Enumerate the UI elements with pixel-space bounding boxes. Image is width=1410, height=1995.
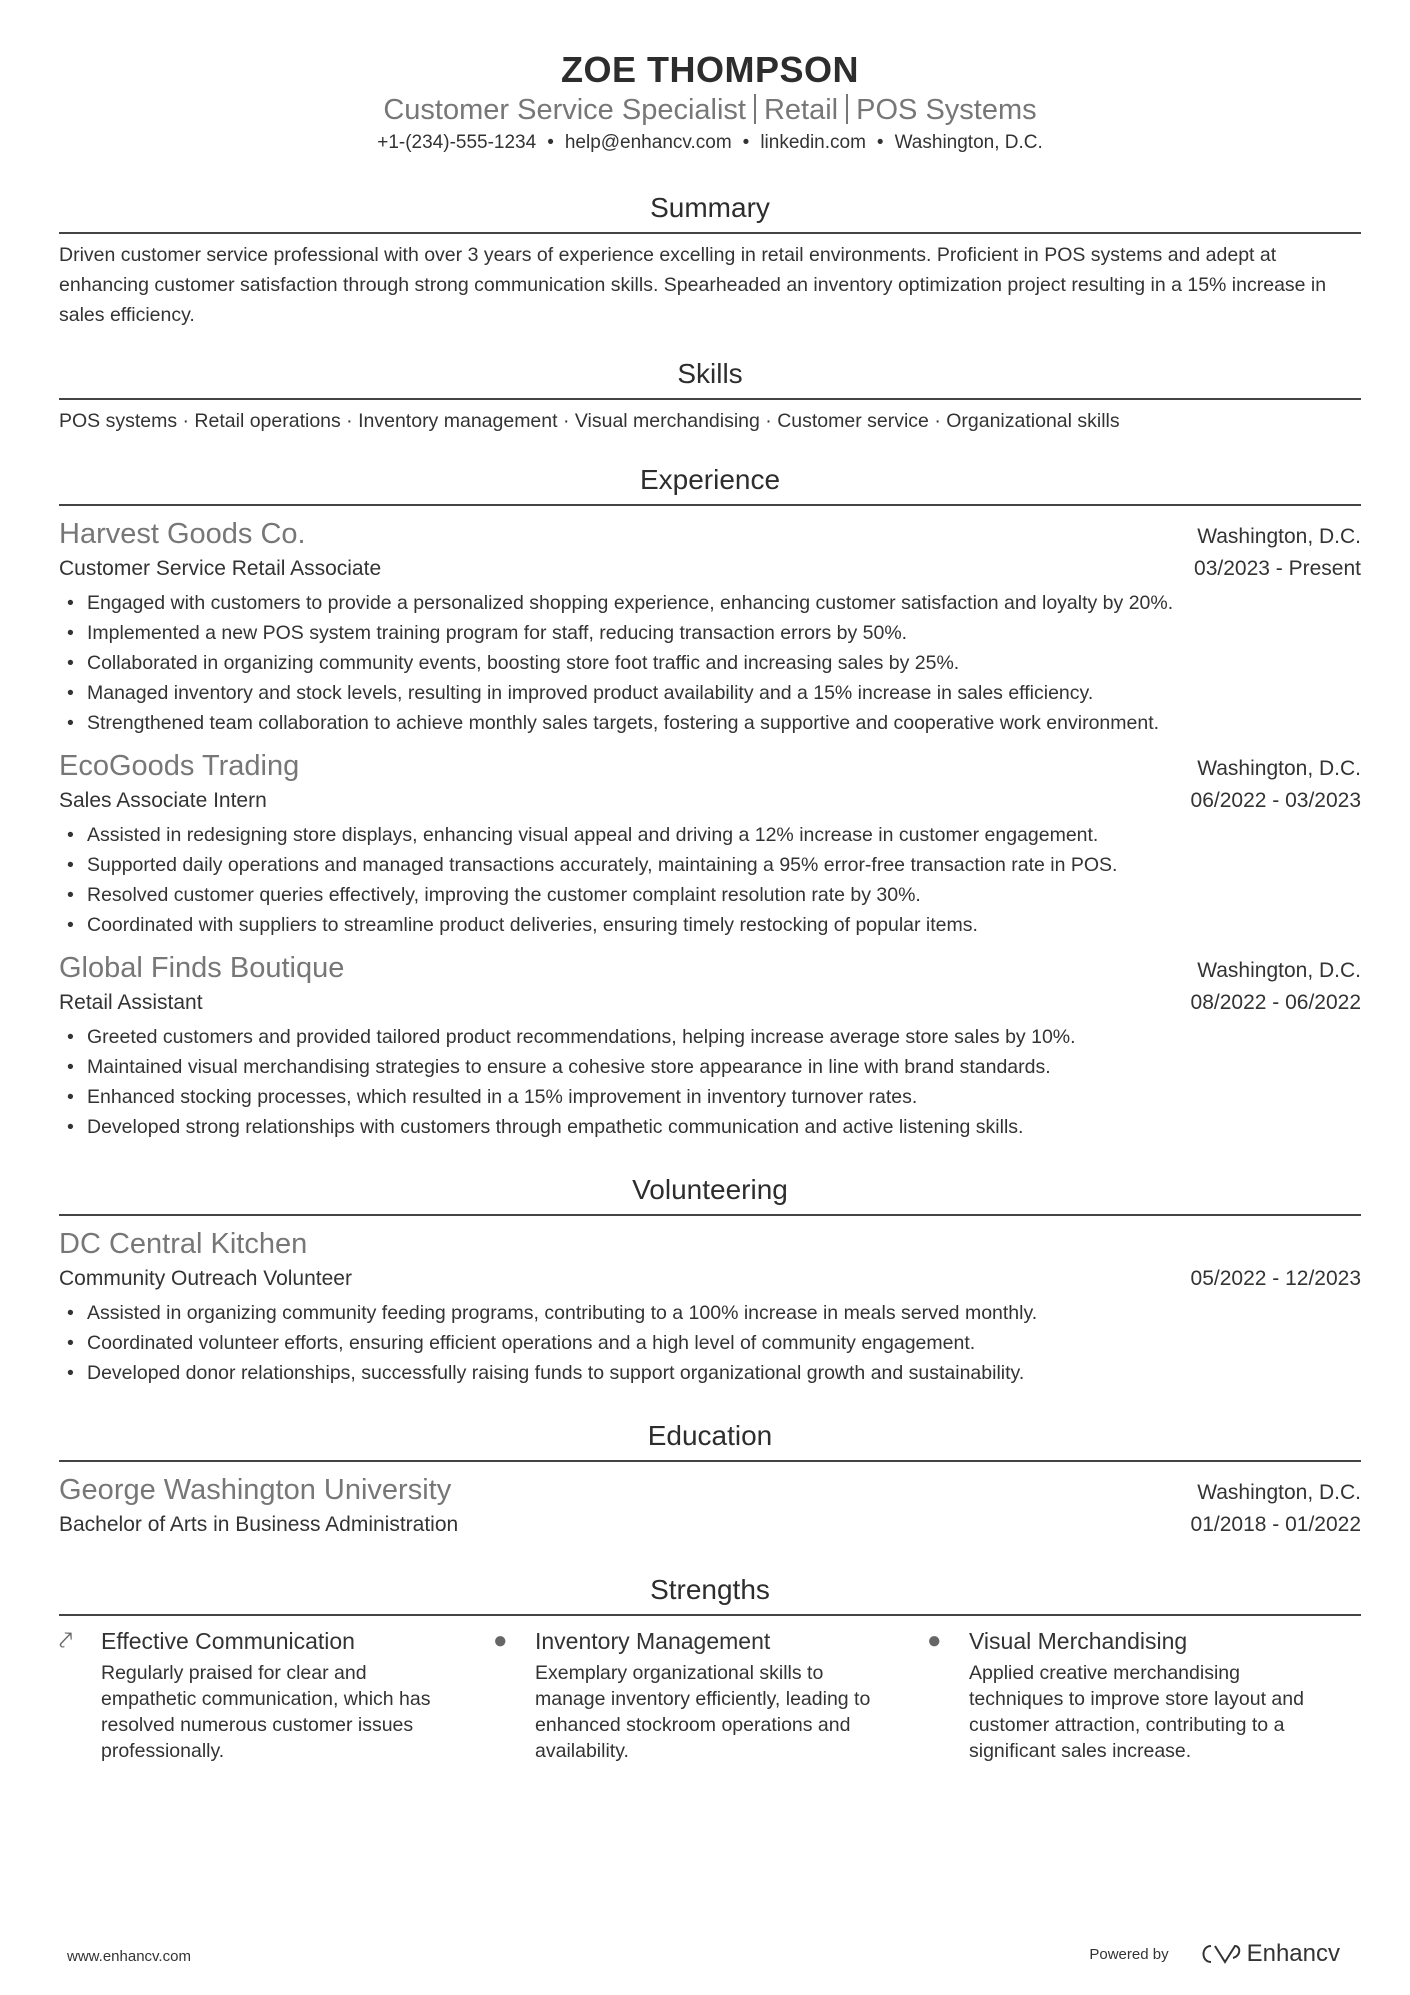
bullet: • Coordinated volunteer efforts, ensuring efficient operations and a high level of community engagement. [59, 1328, 1361, 1358]
bullet: • Developed donor relationships, successfully raising funds to support organizational growth and sustainability. [59, 1358, 1361, 1388]
strength-title: Inventory Management [535, 1628, 771, 1654]
degree: Bachelor of Arts in Business Administration [59, 1513, 459, 1536]
strength-desc: Exemplary organizational skills to manage inventory efficiently, leading to enhanced stockroom operations and availability. [535, 1662, 871, 1762]
section-title: Strengths [59, 1572, 1361, 1616]
bullet: • Strengthened team collaboration to achieve monthly sales targets, fostering a supportive and cooperative work environment. [59, 708, 1361, 738]
resume [59, 0, 1361, 1764]
company-name: Global Finds Boutique [59, 952, 345, 984]
strengths-section [59, 1572, 1361, 1764]
strength-item [493, 1626, 927, 1764]
company-name: Harvest Goods Co. [59, 518, 306, 550]
headline-part: Customer Service Specialist [383, 94, 746, 126]
volunteering-section [59, 1172, 1361, 1388]
role: Sales Associate Intern [59, 789, 267, 812]
contact-info: +1-(234)-555-1234 • help@enhancv.com • linkedin.com • Washington, D.C. [377, 132, 1043, 153]
location: Washington, D.C. [1197, 525, 1361, 548]
role: Retail Assistant [59, 991, 203, 1014]
organization-name: DC Central Kitchen [59, 1228, 308, 1260]
experience-entry [59, 516, 1361, 738]
section-title: Volunteering [59, 1172, 1361, 1216]
divider [754, 94, 756, 124]
section-title: Summary [59, 190, 1361, 234]
bullet: • Engaged with customers to provide a personalized shopping experience, enhancing customer satisfaction and loyalty by 20%. [59, 588, 1361, 618]
linkedin-link[interactable]: linkedin.com [760, 132, 866, 153]
dates: 08/2022 - 06/2022 [1190, 991, 1361, 1014]
bullet: • Greeted customers and provided tailored product recommendations, helping increase average store sales by 10%. [59, 1022, 1361, 1052]
bullet: • Managed inventory and stock levels, resulting in improved product availability and a 15% increase in sales efficiency. [59, 678, 1361, 708]
experience-section [59, 462, 1361, 1142]
bullet: • Resolved customer queries effectively, improving the customer complaint resolution rate by 30%. [59, 880, 1361, 910]
divider [846, 94, 848, 124]
location: Washington, D.C. [1197, 757, 1361, 780]
brand-name: Enhancv [1246, 1940, 1340, 1967]
experience-entry [59, 748, 1361, 940]
section-title: Experience [59, 462, 1361, 506]
enhancv-logo-icon [1197, 1942, 1241, 1966]
strength-title: Visual Merchandising [969, 1628, 1188, 1654]
section-title: Skills [59, 356, 1361, 400]
strength-desc: Regularly praised for clear and empathetic communication, which has resolved numerous customer issues professionally. [101, 1662, 431, 1762]
school-name: George Washington University [59, 1474, 452, 1506]
bullet: • Enhanced stocking processes, which resulted in a 15% improvement in inventory turnover rates. [59, 1082, 1361, 1112]
company-name: EcoGoods Trading [59, 750, 300, 782]
website-link[interactable]: www.enhancv.com [67, 1948, 191, 1965]
headline-part: Retail [763, 94, 839, 126]
strength-item [59, 1626, 493, 1764]
skills-section [59, 356, 1361, 436]
strength-title: Effective Communication [101, 1628, 355, 1654]
communication-icon: ⤤ [59, 1627, 73, 1654]
section-title: Education [59, 1418, 1361, 1462]
location: Washington, D.C. [1197, 959, 1361, 982]
enhancv-logo[interactable] [1197, 1940, 1340, 1968]
bullet: • Assisted in organizing community feeding programs, contributing to a 100% increase in meals served monthly. [59, 1298, 1361, 1328]
headline [59, 92, 1361, 128]
role: Customer Service Retail Associate [59, 557, 382, 580]
dates: 03/2023 - Present [1194, 557, 1361, 580]
summary-text: Driven customer service professional with over 3 years of experience excelling in retail environments. Proficient in POS systems and adept at enhancing customer satisfaction through strong communication skills. Spearheaded an inventory optimization project resulting in a 15% increase in sales efficiency. [59, 244, 1327, 326]
education-section [59, 1418, 1361, 1542]
dates: 06/2022 - 03/2023 [1190, 789, 1361, 812]
role: Community Outreach Volunteer [59, 1267, 352, 1290]
phone: +1-(234)-555-1234 [377, 132, 537, 153]
bullet: • Coordinated with suppliers to streamline product deliveries, ensuring timely restocking of popular items. [59, 910, 1361, 940]
head-bulb-icon: ● [927, 1627, 942, 1654]
candidate-name: ZOE THOMPSON [560, 49, 859, 90]
bullet: • Collaborated in organizing community events, boosting store foot traffic and increasing sales by 25%. [59, 648, 1361, 678]
dates: 01/2018 - 01/2022 [1190, 1513, 1361, 1536]
strength-item [927, 1626, 1361, 1764]
location: Washington, D.C. [894, 132, 1043, 153]
experience-entry [59, 950, 1361, 1142]
strength-desc: Applied creative merchandising techniques to improve store layout and customer attraction, contributing to a significant sales increase. [969, 1662, 1304, 1762]
location: Washington, D.C. [1197, 1481, 1361, 1504]
bullet: • Supported daily operations and managed transactions accurately, maintaining a 95% error-free transaction rate in POS. [59, 850, 1361, 880]
powered-by [1089, 1940, 1340, 1968]
headline-part: POS Systems [856, 94, 1037, 126]
summary-section [59, 190, 1361, 330]
powered-label: Powered by [1089, 1945, 1169, 1963]
bullet: • Developed strong relationships with customers through empathetic communication and active listening skills. [59, 1112, 1361, 1142]
dates: 05/2022 - 12/2023 [1190, 1267, 1361, 1290]
bullet: • Implemented a new POS system training program for staff, reducing transaction errors by 50%. [59, 618, 1361, 648]
bullet: • Assisted in redesigning store displays, enhancing visual appeal and driving a 12% increase in customer engagement. [59, 820, 1361, 850]
head-bulb-icon: ● [493, 1627, 508, 1654]
bullet: • Maintained visual merchandising strategies to ensure a cohesive store appearance in line with brand standards. [59, 1052, 1361, 1082]
skills-list: POS systems · Retail operations · Inventory management · Visual merchandising · Customer service · Organizational skills [59, 410, 1120, 432]
email-link[interactable]: help@enhancv.com [564, 132, 732, 153]
